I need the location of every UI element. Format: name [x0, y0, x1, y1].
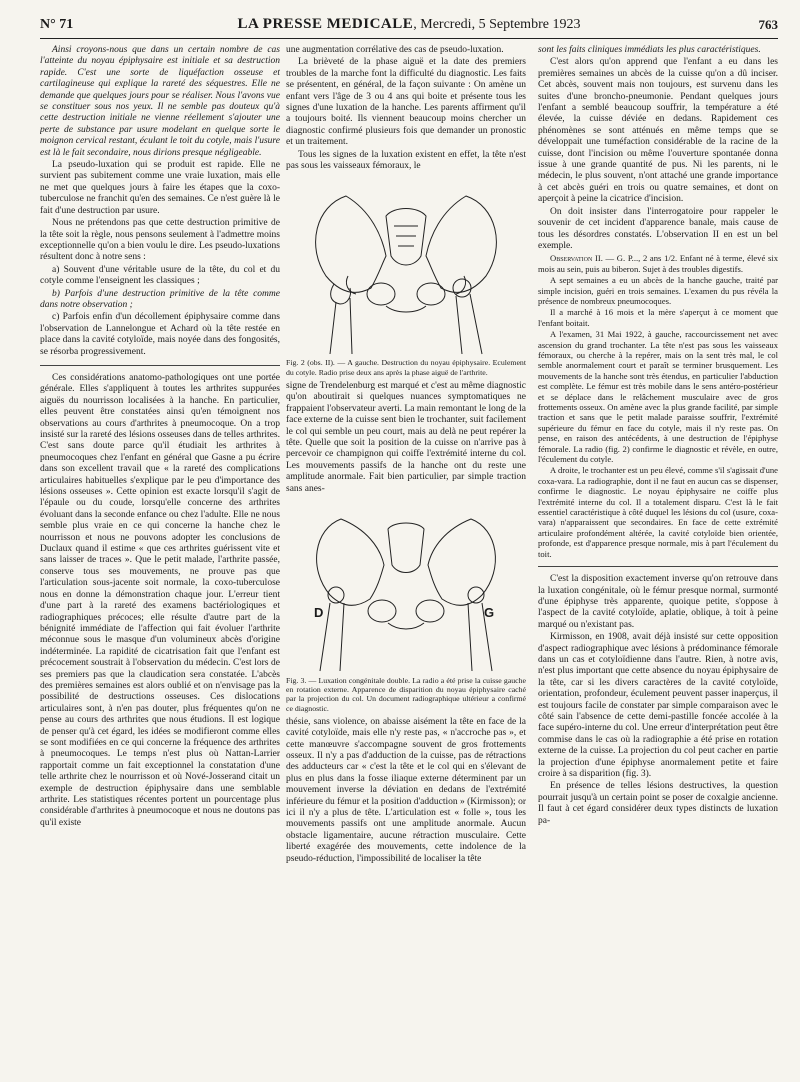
- issue-date: , Mercredi, 5 Septembre 1923: [413, 17, 581, 32]
- paragraph: Kirmisson, en 1908, avait déjà insisté sur cette opposition d'aspect radiographique avec lésions à prédominance fémorale dans un cas et cotyloïdienne dans l'autre. Rien, à notre avis, n'est plus important que cette absence du noyau épiphysaire de la tête, car si les divers caractères de la cavité cotyloïde, orientation, profondeur, éculement peuvent passer inaperçus, il est toujours facile de constater par simple comparaison avec le côté sain l'absence de cette demi-pastille foncée accolée à la face supéro-interne du col. Une erreur d'interprétation peut être commise dans le cas où la radiographie a été prise en rotation externe de la cuisse. La projection du col peut cacher en partie la projection d'une épiphyse anormalement petite et faire croire à sa disparition (fig. 3).: [538, 632, 778, 779]
- column-middle: [286, 45, 526, 1070]
- figure-label-left-side: G: [484, 604, 495, 620]
- paragraph: La brièveté de la phase aiguë et la date des premiers troubles de la marche font la difficulté du diagnostic. Les faits se présentent, en général, de la façon suivante : On amène un enfant vers l'âge de 3 ou 4 ans qui boite et présente tous les signes d'une luxation de la hanche. Les parents affirment qu'il a toujours boité. Ils viennent beaucoup moins chercher un diagnostic confirmé plusieurs fois que demander un pronostic et un traitement.: [286, 57, 526, 148]
- paragraph: Ainsi croyons-nous que dans un certain nombre de cas l'atteinte du noyau épiphysaire est initiale et sa destruction rapide. C'est une sorte de liquéfaction osseuse et cartilagineuse qui explique la rareté des séquestres. Elle ne demande que quelques jours pour se réaliser. Nous l'avons vue se constituer sous nos yeux. Il ne semble pas douteux qu'à cette destruction initiale ne vienne réellement s'ajouter une perte de substance par usure modelant en quelque sorte le moignon cervical restant, éculant le toit du cotyle, mais l'usure est là le fait secondaire, nous dirions presque négligeable.: [40, 45, 280, 158]
- paragraph: C'est alors qu'on apprend que l'enfant a eu dans les premières semaines un abcès de la cuisse qu'on a dû inciser. Cet abcès, souvent mais non toujours, est survenu dans les suites d'une broncho-pneumonie. Pendant quelques jours l'enfant a semblé beaucoup souffrir, la température a été élevée, la cuisse déviée en dedans. Rapidement ces phénomènes se sont atténués en même temps que se développait une tuméfaction considérable de la racine de la cuisse, dont l'incision ou même l'ouverture spontanée donna issue à une grande quantité de pus. Ni les parents, ni le médecin, le plus souvent, n'ont attaché une grande importance à cet abcès guéri en trois ou quatre semaines, et dont on aperçoit à peine la cicatrice d'incision.: [538, 57, 778, 205]
- section-divider: [40, 365, 280, 366]
- list-item: b) Parfois d'une destruction primitive de la tête comme dans notre observation ;: [40, 288, 280, 310]
- publication-title: LA PRESSE MEDICALE: [237, 16, 414, 32]
- observation-paragraph: Il a marché à 16 mois et la mère s'aperçut à ce moment que l'enfant boitait.: [538, 307, 778, 328]
- page-number: 763: [758, 17, 778, 32]
- figure-2-caption: Fig. 2 (obs. II). — A gauche. Destruction du noyau épiphysaire. Eculement du cotyle. Radio prise deux ans après la phase aiguë de l'arthrite.: [286, 358, 526, 377]
- paragraph: une augmentation corrélative des cas de pseudo-luxation.: [286, 45, 504, 55]
- list-item: c) Parfois enfin d'un décollement épiphysaire comme dans l'observation de Lannelongue et Achard où la tête restée en place dans la cavité cotyloïde, mais noyée dans des fongosités, se résorba progressivement.: [40, 312, 280, 357]
- observation-label: Observation II.: [550, 253, 603, 264]
- paragraph: Tous les signes de la luxation existent en effet, la tête n'est pas sous les vaisseaux fémoraux, le: [286, 149, 526, 172]
- observation-block: [538, 253, 778, 559]
- paragraph: thésie, sans violence, on abaisse aisément la tête en face de la cavité cotyloïde, mais elle n'y reste pas, « n'accroche pas », et cette manœuvre s'accompagne souvent de gros frottements osseux. Il n'y a pas d'adduction de la cuisse, pas de rétractions des adducteurs car « c'est la tête et le col qui en s'élevant de plus en plus dans la fosse iliaque externe déterminent par un mouvement inverse la déviation en dedans de l'extrémité inférieure du fémur et la position d'adduction » (Kirmisson); or ici il n'y a plus de tête. L'articulation est « folle », tous les mouvements passifs ont une amplitude anormale. Aucun obstacle ligamentaire, aucune rétraction musculaire. Cette liberté exagérée des mouvements, cette indolence de la pseudo-réduction, l'impossibilité de localiser la tête: [286, 716, 526, 864]
- running-header: [40, 14, 778, 36]
- figure-3-radiograph: [286, 499, 526, 713]
- figure-label-right-side: D: [314, 604, 324, 620]
- paragraph: La pseudo-luxation qui se produit est rapide. Elle ne survient pas subitement comme une vraie luxation, mais elle ne met que quelques jours à faire les étapes que la coxo-tuberculose ne franchit qu'en des semaines. Ce n'est guère là le fait d'une destruction par usure.: [40, 160, 280, 216]
- section-divider: [538, 566, 778, 567]
- column-right: [538, 45, 778, 1070]
- column-left: [40, 45, 280, 1070]
- paragraph: sont les faits cliniques immédiats les plus caractéristiques.: [538, 45, 761, 55]
- observation-paragraph: A droite, le trochanter est un peu élevé, comme s'il s'agissait d'une coxa-vara. La radiographie, dont il ne faut en aucun cas se dispenser, confirme le diagnostic. Le noyau épiphysaire ne coiffe plus l'extrémité interne du col. Il a totalement disparu. C'est là le fait essentiel caractéristique à côté duquel les lésions du col (usure, coxa-vara) n'apparaissent que secondaires. En face de cette extrémité articulaire profondément altérée, la cavité cotyloïde bien orientée, profonde, est d'apparence presque normale, mis à part l'éculement du toit.: [538, 465, 778, 559]
- figure-3-caption: Fig. 3. — Luxation congénitale double. La radio a été prise la cuisse gauche en rotation externe. Apparence de disparition du noyau épiphysaire caché par la projection du col. Un document radiographique ultérieur a confirmé ce diagnostic.: [286, 675, 526, 713]
- list-item: a) Souvent d'une véritable usure de la tête, du col et du cotyle comme l'enseignent les classiques ;: [40, 264, 280, 287]
- paragraph: Nous ne prétendons pas que cette destruction primitive de la tête soit la règle, nous pensons seulement à l'admettre moins exceptionnelle qu'on a bien voulu le dire. Les pseudo-luxations résultent donc à notre sens :: [40, 218, 280, 263]
- paragraph: On doit insister dans l'interrogatoire pour rappeler le souvenir de cet incident d'apparence banale, mais cause de tous les désordres constatés. L'observation II en est un bel exemple.: [538, 206, 778, 251]
- paragraph: Ces considérations anatomo-pathologiques ont une portée générale. Elles s'appliquent à toutes les arthrites suppurées aiguës du nourrisson localisées à la hanche. En particulier, elles peuvent être constatées ainsi qu'en témoignent nos observations au cours d'arthrites à pneumocoque. On a trop insisté sur la rareté des lésions osseuses dans de telles arthrites. C'est sans doute parce qu'il étudiait les arthrites à pneumocoques chez l'enfant en général que Gasne a pu écrire dans son excellent travail que « la rareté des complications articulaires habituelles s'explique par le peu d'importance des lésions osseuses ». Cette opinion est exacte lorsqu'il s'agit de l'épaule ou du coude, lorsqu'elle concerne des arthrites évoluant dans la seconde enfance ou chez l'adulte. Elle ne nous semble plus vraie en ce qui concerne la hanche chez le nourrisson et nous ne pouvons adopter les conclusions de Duclaux quand il estime « que ces arthrites guérissent vite et sans laisser de traces ». Que le petit malade, l'arthrite passée, conserve tous ses mouvements, ne prouve pas que l'articulation sous-jacente soit normale, la coxo-tuberculose nous en donne la démonstration chaque jour. L'erreur tient d'une part à la rareté des examens bactériologiques et radiographiques précoces; elle résulte d'autre part de la bénignité immédiate de l'affection qui fait évoluer l'arthrite méconnue sous le masque d'un volumineux abcès d'origine indéterminée. La rapidité de cicatrisation fait que l'enfant est précocement soustrait à l'observation du médecin. C'est lors de ses premiers pas que la claudication sera constatée. L'abcès des premières semaines est alors oublié et on n'envisage pas la possibilité de destructions osseuses. Ces dislocations articulaires sont, à n'en pas douter, plus fréquentes qu'on ne pense au cours des arthrites que nous étudions. Il est logique de penser qu'à cet égard, les idées se modifieront comme elles se sont modifiées en ce qui concerne la fréquence des arthrites à pneumocoques. Le temps n'est plus où Nattan-Larrier rapportait comme un fait exceptionnel la constatation d'une telle arthrite chez le nourrisson et où Nové-Josserand citait un exemple de destruction épiphysaire dans une semblable arthrite. Les statistiques récentes portent un pourcentage plus considérable d'arthrites à pneumocoque et nous ne doutons pas qu'il existe: [40, 372, 280, 828]
- figure-2-radiograph: [286, 176, 526, 376]
- header-rule: [40, 38, 778, 39]
- header-title-line: [40, 16, 778, 33]
- observation-paragraph: A l'examen, 31 Mai 1922, à gauche, raccourcissement net avec ascension du grand trochanter. La tête n'est pas sous les vaisseaux fémoraux, ou cherche à la repérer, mais on la sent très mal, le col semble anormalement court et paraît se terminer brusquement. Les mouvements de la hanche sont très étendus, en particulier l'abduction est complète. Le fémur est très mobile dans le sens antéro-postérieur et se déplace dans le relâchement musculaire avec de gros frottements osseux. On amène avec la plus grande facilité, par simple traction et sans que le petit malade paraisse souffrir, l'extrémité supérieure du fémur en face du cotyle, mais il n'y reste pas. On pense, en raison des antécédents, à une destruction de l'épiphyse fémorale. La radio (fig. 2) confirme le diagnostic et révèle, en outre, l'éculement du cotyle.: [538, 329, 778, 465]
- observation-paragraph: A sept semaines a eu un abcès de la hanche gauche, traité par simple incision, guéri en trois semaines. L'examen du pus révéla la présence de nombreux pneumocoques.: [538, 275, 778, 306]
- paragraph: En présence de telles lésions destructives, la question pourrait jusqu'à un certain point se poser de coxalgie ancienne. Il faut à cet égard considérer deux types distincts de luxation pa-: [538, 781, 778, 826]
- issue-number: N° 71: [40, 17, 74, 32]
- observation-text: — G. P..., 2 ans 1/2. Enfant né à terme, élevé six mois au sein, puis au biberon. Sujet à des troubles digestifs.: [538, 253, 778, 274]
- pelvis-drawing-fig3: [286, 499, 526, 674]
- paragraph: signe de Trendelenburg est marqué et c'est au même diagnostic qu'on aboutirait si quelques nuances symptomatiques ne frappaient l'observateur averti. La main remontant le long de la face externe de la cuisse sent bien le trochanter, suit facilement le col qui semble un peu court, mais au delà ne peut repérer la tête. Quelle que soit la position de la cuisse on n'arrive pas à percevoir ce champignon qui coiffe l'extrémité interne du col. Les mouvements passifs de la hanche ont du reste une amplitude anormale. Fait bien particulier, par simple traction sans anes-: [286, 380, 526, 494]
- pelvis-drawing-fig2: [286, 176, 526, 356]
- observation-paragraph: [538, 253, 778, 274]
- paragraph: C'est la disposition exactement inverse qu'on retrouve dans la luxation congénitale, où le fémur presque normal, surmonté d'une épiphyse très apparente, quoique petite, s'oppose à l'aspect de la cavité cotyloïde, aplatie, oblique, à toit à peine marqué ou n'existant pas.: [538, 574, 778, 630]
